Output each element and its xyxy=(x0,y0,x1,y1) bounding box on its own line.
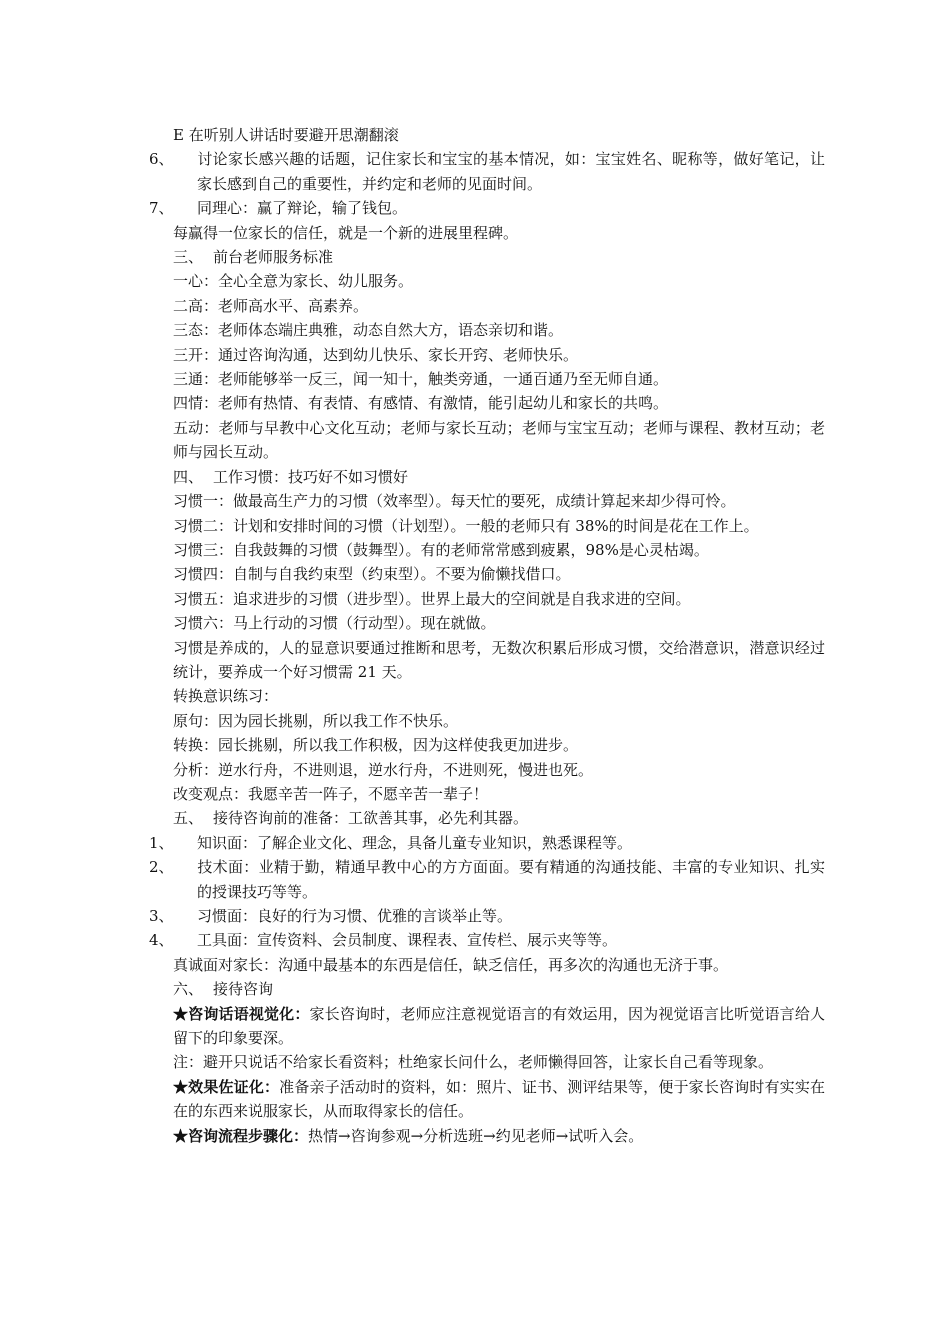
line-sincerity xyxy=(173,953,825,977)
text: 三通：老师能够举一反三，闻一知十，触类旁通，一通百通乃至无师自通。 xyxy=(173,370,669,389)
text: 一心：全心全意为家长、幼儿服务。 xyxy=(173,272,414,291)
section-title: 接待咨询前的准备：工欲善其事，必先利其器。 xyxy=(213,809,529,828)
point-title: ★咨询流程步骤化： xyxy=(173,1126,309,1145)
habit-4 xyxy=(173,562,825,586)
text: 三开：通过咨询沟通，达到幼儿快乐、家长开窍、老师快乐。 xyxy=(173,345,579,364)
text: 每赢得一位家长的信任，就是一个新的进展里程碑。 xyxy=(173,223,519,242)
line-ergao xyxy=(173,294,825,318)
text: E 在听别人讲话时要避开思潮翻滚 xyxy=(173,126,399,144)
habit-summary xyxy=(173,636,825,685)
section-3-heading xyxy=(173,245,825,269)
text: 习惯是养成的，人的显意识要通过推断和思考，无数次积累后形成习惯，交给潜意识，潜意识经过统计，要养成一个好习惯需 21 天。 xyxy=(173,638,825,681)
item-number: 4、 xyxy=(149,931,174,950)
item-7 xyxy=(149,196,825,220)
text: 四情：老师有热情、有表情、有感情、有激情，能引起幼儿和家长的共鸣。 xyxy=(173,394,669,413)
text: 二高：老师高水平、高素养。 xyxy=(173,296,369,315)
item-number: 2、 xyxy=(149,858,174,877)
section-title: 前台老师服务标准 xyxy=(213,248,334,267)
text: 习惯三：自我鼓舞的习惯（鼓舞型）。有的老师常常感到疲累，98%是心灵枯竭。 xyxy=(173,540,709,559)
section-number: 四、 xyxy=(173,467,204,486)
point-visual xyxy=(173,1002,825,1051)
text: 习惯五：追求进步的习惯（进步型）。世界上最大的空间就是自我求进的空间。 xyxy=(173,589,691,608)
transform-title xyxy=(173,684,825,708)
item-number: 7、 xyxy=(149,199,174,218)
item-6 xyxy=(149,147,825,196)
point-process xyxy=(173,1124,825,1148)
transform-converted xyxy=(173,733,825,757)
transform-original xyxy=(173,709,825,733)
prep-item-4 xyxy=(149,928,825,952)
item-text: 同理心：赢了辩论，输了钱包。 xyxy=(197,199,408,218)
section-number: 六、 xyxy=(173,980,204,999)
text: 习惯一：做最高生产力的习惯（效率型）。每天忙的要死，成绩计算起来却少得可怜。 xyxy=(173,492,736,511)
text: 改变观点：我愿辛苦一阵子，不愿辛苦一辈子！ xyxy=(173,784,489,803)
text: 注：避开只说话不给家长看资料；杜绝家长问什么，老师懒得回答，让家长自己看等现象。 xyxy=(173,1053,774,1072)
point-evidence xyxy=(173,1075,825,1124)
point-text: 家长咨询时，老师应注意视觉语言的有效运用，因为视觉语言比听觉语言给人留下的印象要深。 xyxy=(173,1004,825,1048)
item-text: 技术面：业精于勤，精通早教中心的方方面面。要有精通的沟通技能、丰富的专业知识、扎实的授课技巧等等。 xyxy=(197,858,825,901)
line-wudong xyxy=(173,416,825,465)
document-page xyxy=(149,123,825,1148)
point-title: ★咨询话语视觉化： xyxy=(173,1004,310,1023)
text: 原句：因为园长挑剔，所以我工作不快乐。 xyxy=(173,711,459,730)
point-title: ★效果佐证化： xyxy=(173,1077,280,1096)
habit-3 xyxy=(173,538,825,562)
text: 真诚面对家长：沟通中最基本的东西是信任，缺乏信任，再多次的沟通也无济于事。 xyxy=(173,955,729,974)
line-milestone xyxy=(173,221,825,245)
item-text: 知识面：了解企业文化、理念，具备儿童专业知识，熟悉课程等。 xyxy=(197,833,633,852)
text: 五动：老师与早教中心文化互动；老师与家长互动；老师与宝宝互动；老师与课程、教材互动；老师与园长互动。 xyxy=(173,418,825,462)
item-text: 工具面：宣传资料、会员制度、课程表、宣传栏、展示夹等等。 xyxy=(197,931,618,950)
section-4-heading xyxy=(173,465,825,489)
prep-item-3 xyxy=(149,904,825,928)
text: 转换意识练习： xyxy=(173,687,279,706)
line-santong xyxy=(173,367,825,391)
transform-analysis xyxy=(173,758,825,782)
habit-2 xyxy=(173,514,825,538)
habit-5 xyxy=(173,587,825,611)
prep-item-1 xyxy=(149,831,825,855)
habit-1 xyxy=(173,489,825,513)
transform-viewpoint xyxy=(173,782,825,806)
item-number: 6、 xyxy=(149,150,174,169)
section-title: 接待咨询 xyxy=(213,980,274,999)
text: 三态：老师体态端庄典雅，动态自然大方，语态亲切和谐。 xyxy=(173,321,564,340)
item-text: 习惯面：良好的行为习惯、优雅的言谈举止等。 xyxy=(197,907,513,925)
text: 转换：园长挑剔，所以我工作积极，因为这样使我更加进步。 xyxy=(173,736,579,755)
item-text: 讨论家长感兴趣的话题，记住家长和宝宝的基本情况，如：宝宝姓名、昵称等，做好笔记，让家长感到自己的重要性，并约定和老师的见面时间。 xyxy=(197,150,825,193)
prep-item-2 xyxy=(149,855,825,904)
section-title: 工作习惯：技巧好不如习惯好 xyxy=(213,467,409,486)
item-number: 1、 xyxy=(149,833,174,852)
section-6-heading xyxy=(173,977,825,1001)
text: 习惯四：自制与自我约束型（约束型）。不要为偷懒找借口。 xyxy=(173,565,571,584)
line-e-listening xyxy=(173,123,825,147)
point-text: 准备亲子活动时的资料，如：照片、证书、测评结果等，便于家长咨询时有实实在在的东西来说服家长，从而取得家长的信任。 xyxy=(173,1077,825,1121)
line-siqing xyxy=(173,391,825,415)
text: 分析：逆水行舟，不进则退，逆水行舟，不进则死，慢进也死。 xyxy=(173,760,594,779)
line-yixin xyxy=(173,269,825,293)
text: 习惯二：计划和安排时间的习惯（计划型）。一般的老师只有 38%的时间是花在工作上。 xyxy=(173,516,759,535)
section-5-heading xyxy=(173,806,825,830)
text: 习惯六：马上行动的习惯（行动型）。现在就做。 xyxy=(173,614,496,633)
note-line xyxy=(173,1050,825,1074)
item-number: 3、 xyxy=(149,907,174,925)
habit-6 xyxy=(173,611,825,635)
line-santai xyxy=(173,318,825,342)
point-text: 热情→咨询参观→分析选班→约见老师→试听入会。 xyxy=(308,1126,644,1145)
line-sankai xyxy=(173,343,825,367)
section-number: 三、 xyxy=(173,248,204,267)
section-number: 五、 xyxy=(173,809,204,828)
